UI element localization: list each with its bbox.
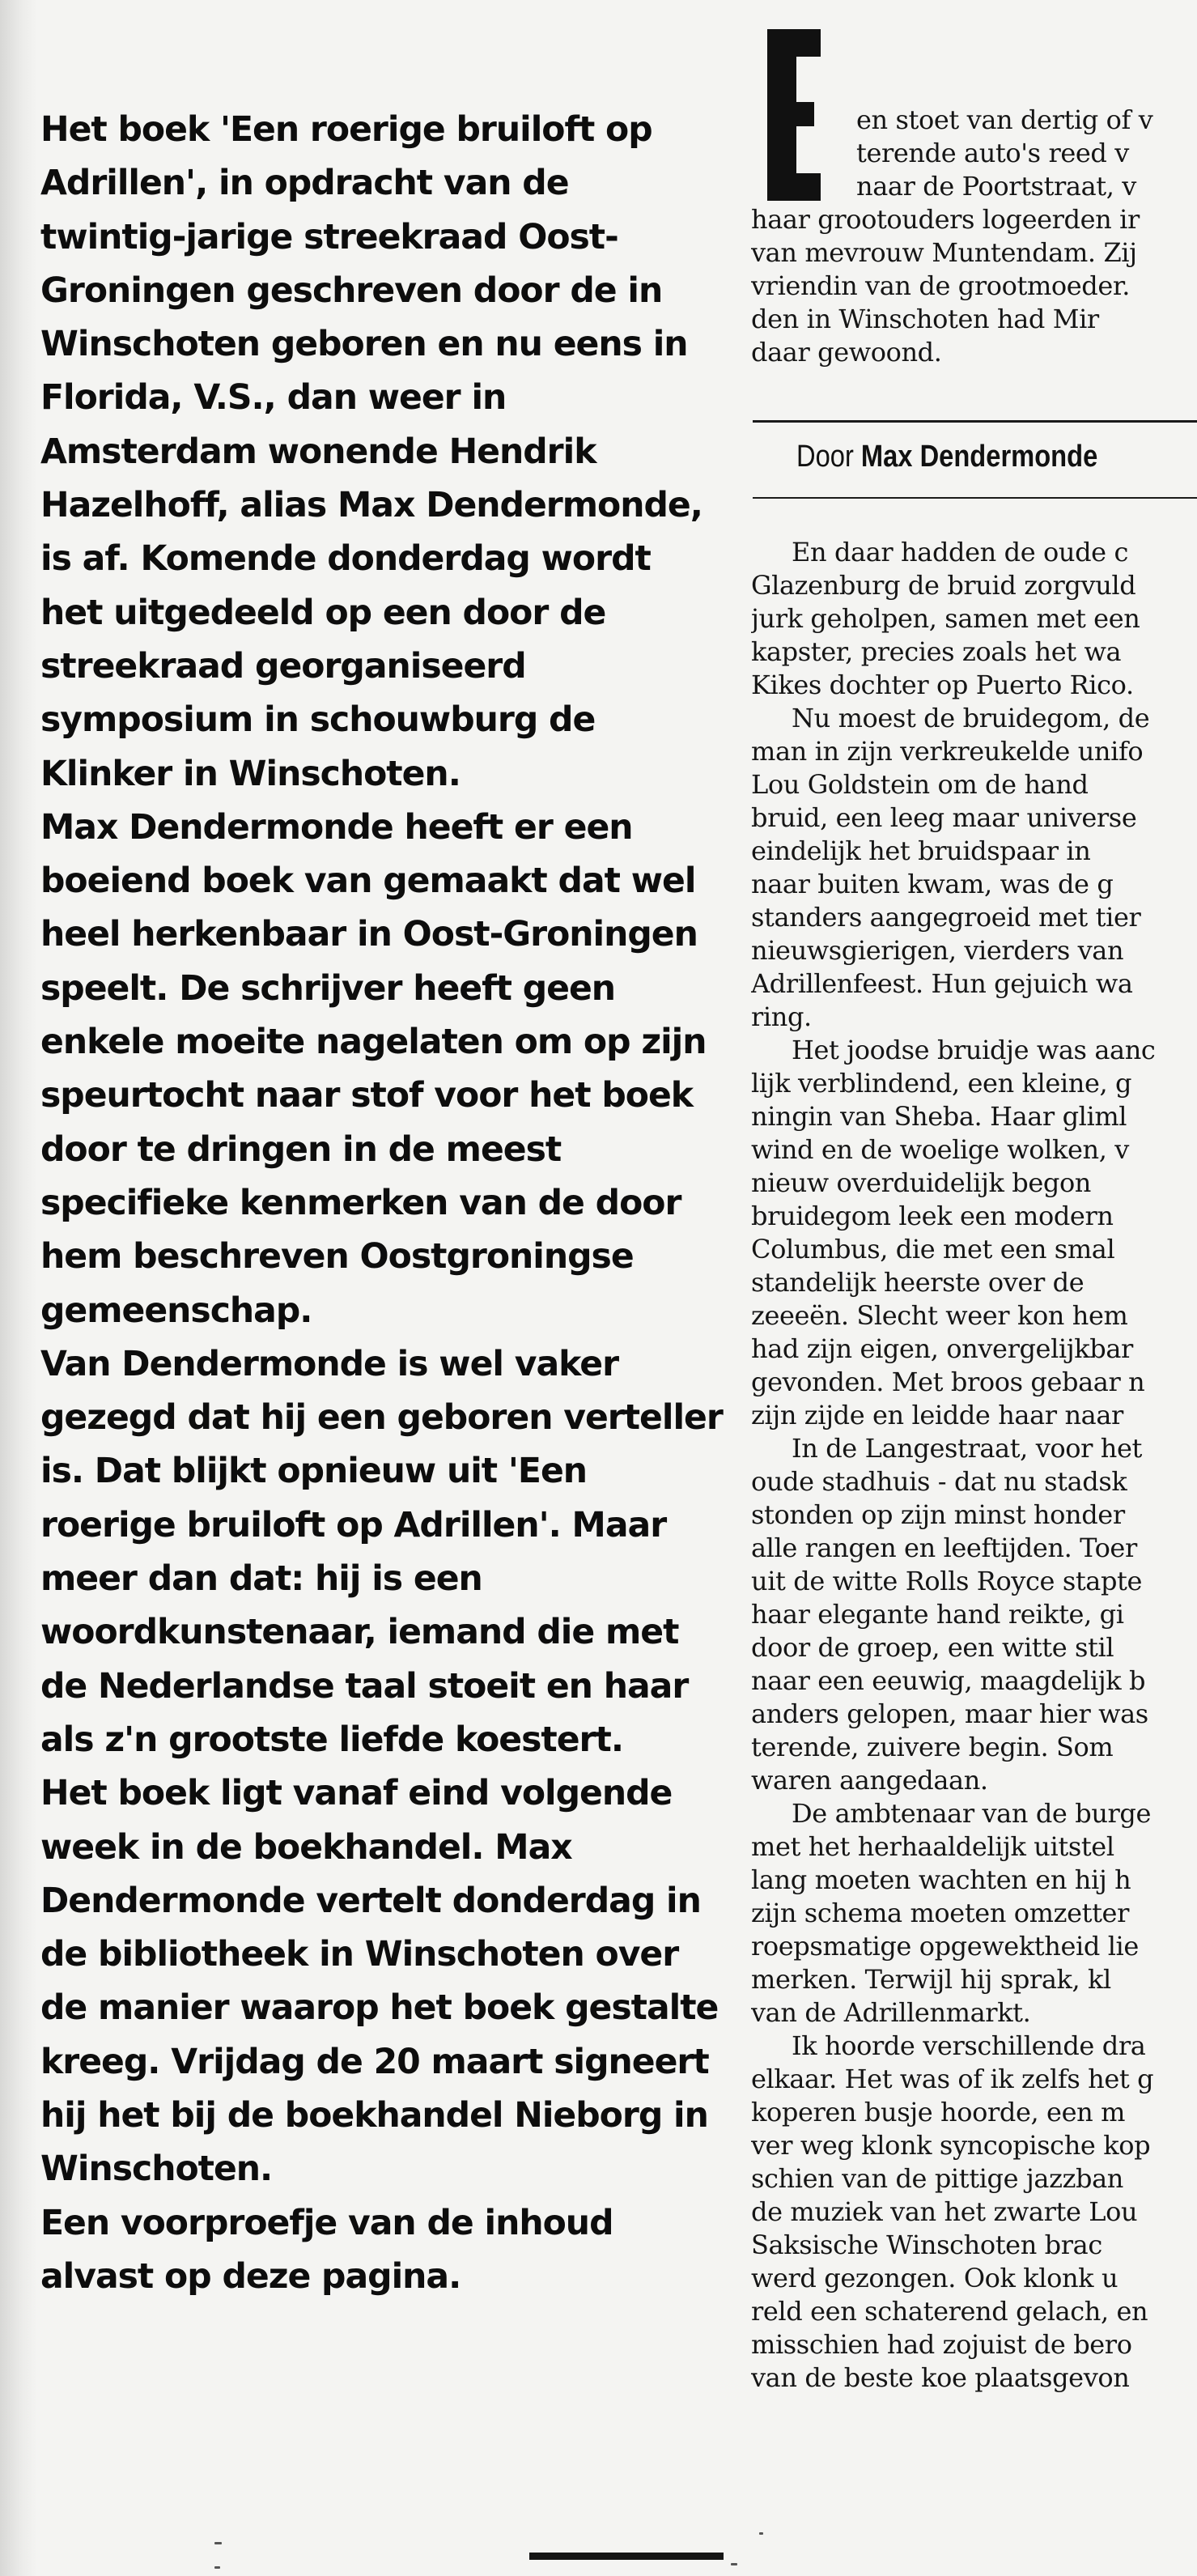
article-line: Columbus, die met een smal bbox=[751, 1234, 1115, 1265]
article-line: ningin van Sheba. Haar gliml bbox=[751, 1101, 1127, 1132]
article-line: ring. bbox=[751, 1001, 812, 1032]
intro-line: meer dan dat: hij is een bbox=[40, 1559, 482, 1600]
intro-line: als z'n grootste liefde koestert. bbox=[40, 1719, 623, 1760]
intro-line: alvast op deze pagina. bbox=[40, 2256, 461, 2297]
article-line: Ik hoorde verschillende dra bbox=[792, 2030, 1146, 2061]
article-line: nieuw overduidelijk begon bbox=[751, 1167, 1092, 1198]
article-line: lang moeten wachten en hij h bbox=[751, 1864, 1131, 1895]
article-line: eindelijk het bruidspaar in bbox=[751, 835, 1091, 866]
article-line: uit de witte Rolls Royce stapte bbox=[751, 1566, 1143, 1596]
intro-line: heel herkenbaar in Oost-Groningen bbox=[40, 915, 698, 955]
intro-line: Max Dendermonde heeft er een bbox=[40, 807, 633, 848]
article-line: misschien had zojuist de bero bbox=[751, 2329, 1132, 2360]
intro-line: specifieke kenmerken van de door bbox=[40, 1183, 681, 1223]
article-line: lijk verblindend, een kleine, g bbox=[751, 1068, 1132, 1099]
article-line: koperen busje hoorde, een m bbox=[751, 2097, 1126, 2128]
intro-line: Het boek 'Een roerige bruiloft op bbox=[40, 110, 652, 150]
intro-line: twintig-jarige streekraad Oost- bbox=[40, 217, 618, 257]
opening-line: van mevrouw Muntendam. Zij bbox=[751, 237, 1137, 268]
article-line: zeeeën. Slecht weer kon hem bbox=[751, 1300, 1128, 1331]
article-line: Saksische Winschoten brac bbox=[751, 2230, 1102, 2260]
article-line: man in zijn verkreukelde unifo bbox=[751, 736, 1144, 767]
intro-line: Adrillen', in opdracht van de bbox=[40, 164, 569, 204]
article-line: Lou Goldstein om de hand bbox=[751, 769, 1089, 800]
article-line: En daar hadden de oude c bbox=[792, 537, 1129, 567]
intro-line: speurtocht naar stof voor het boek bbox=[40, 1076, 694, 1116]
opening-line: daar gewoond. bbox=[751, 337, 942, 368]
intro-line: Winschoten geboren en nu eens in bbox=[40, 325, 688, 365]
intro-line: speelt. De schrijver heeft geen bbox=[40, 968, 616, 1009]
byline-prefix: Door bbox=[796, 440, 861, 474]
intro-line: Florida, V.S., dan weer in bbox=[40, 378, 507, 419]
article-line: standelijk heerste over de bbox=[751, 1267, 1085, 1298]
article-line: Kikes dochter op Puerto Rico. bbox=[751, 670, 1134, 700]
article-line: had zijn eigen, onvergelijkbar bbox=[751, 1333, 1133, 1364]
article-line: Adrillenfeest. Hun gejuich wa bbox=[751, 968, 1133, 999]
article-line: Het joodse bruidje was aanc bbox=[792, 1035, 1156, 1065]
opening-line: terende auto's reed v bbox=[856, 138, 1129, 168]
intro-line: gemeenschap. bbox=[40, 1290, 312, 1331]
intro-line: symposium in schouwburg de bbox=[40, 700, 596, 741]
article-line: zijn schema moeten omzetter bbox=[751, 1898, 1129, 1928]
intro-line: hem beschreven Oostgroningse bbox=[40, 1237, 634, 1277]
article-line: werd gezongen. Ook klonk u bbox=[751, 2263, 1118, 2293]
intro-line: week in de boekhandel. Max bbox=[40, 1827, 572, 1868]
intro-line: enkele moeite nagelaten om op zijn bbox=[40, 1022, 707, 1063]
intro-line: hij het bij de boekhandel Nieborg in bbox=[40, 2095, 708, 2136]
intro-line: Groningen geschreven door de in bbox=[40, 270, 663, 311]
article-line: waren aangedaan. bbox=[751, 1765, 988, 1796]
intro-line: Amsterdam wonende Hendrik bbox=[40, 431, 596, 472]
article-line: Glazenburg de bruid zorgvuld bbox=[751, 570, 1136, 601]
article-line: Nu moest de bruidegom, de bbox=[792, 703, 1150, 733]
article-line: stonden op zijn minst honder bbox=[751, 1499, 1125, 1530]
byline-rule-bottom bbox=[753, 497, 1197, 499]
article-line: anders gelopen, maar hier was bbox=[751, 1698, 1148, 1729]
article-line: haar elegante hand reikte, gi bbox=[751, 1599, 1124, 1630]
intro-line: Hazelhoff, alias Max Dendermonde, bbox=[40, 486, 702, 526]
article-line: de muziek van het zwarte Lou bbox=[751, 2196, 1138, 2227]
article-line: terende, zuivere begin. Som bbox=[751, 1732, 1114, 1762]
opening-line: naar de Poortstraat, v bbox=[856, 171, 1136, 202]
article-line: van de beste koe plaatsgevon bbox=[751, 2362, 1130, 2393]
intro-line: het uitgedeeld op een door de bbox=[40, 593, 606, 633]
intro-line: de Nederlandse taal stoeit en haar bbox=[40, 1666, 689, 1707]
article-line: elkaar. Het was of ik zelfs het g bbox=[751, 2064, 1154, 2094]
opening-paragraph bbox=[751, 104, 1152, 369]
article-line: door de groep, een witte stil bbox=[751, 1632, 1114, 1663]
intro-line: Dendermonde vertelt donderdag in bbox=[40, 1881, 701, 1921]
byline-rule-top bbox=[753, 420, 1197, 423]
intro-line: woordkunstenaar, iemand die met bbox=[40, 1613, 679, 1653]
article-line: wind en de woelige wolken, v bbox=[751, 1134, 1129, 1165]
article-line: roepsmatige opgewektheid lie bbox=[751, 1931, 1139, 1962]
article-body bbox=[751, 536, 1155, 2395]
article-line: ver weg klonk syncopische kop bbox=[751, 2130, 1151, 2161]
intro-line: roerige bruiloft op Adrillen'. Maar bbox=[40, 1505, 667, 1545]
article-line: nieuwsgierigen, vierders van bbox=[751, 935, 1124, 966]
intro-line: gezegd dat hij een geboren verteller bbox=[40, 1398, 723, 1439]
intro-line: Van Dendermonde is wel vaker bbox=[40, 1344, 619, 1384]
article-line: naar een eeuwig, maagdelijk b bbox=[751, 1665, 1146, 1696]
article-line: jurk geholpen, samen met een bbox=[751, 603, 1140, 634]
intro-line: boeiend boek van gemaakt dat wel bbox=[40, 861, 696, 902]
opening-line: vriendin van de grootmoeder. bbox=[751, 270, 1131, 301]
intro-line: Een voorproefje van de inhoud bbox=[40, 2203, 613, 2243]
intro-line: is. Dat blijkt opnieuw uit 'Een bbox=[40, 1452, 588, 1492]
article-line: De ambtenaar van de burge bbox=[792, 1798, 1152, 1829]
intro-line: streekraad georganiseerd bbox=[40, 646, 526, 687]
scan-edge-shadow bbox=[0, 0, 37, 2576]
article-line: standers aangegroeid met tier bbox=[751, 902, 1141, 933]
article-line: merken. Terwijl hij sprak, kl bbox=[751, 1964, 1111, 1995]
article-line: naar buiten kwam, was de g bbox=[751, 869, 1114, 899]
article-line: In de Langestraat, voor het bbox=[792, 1433, 1142, 1464]
article-column bbox=[751, 0, 1197, 2576]
article-line: schien van de pittige jazzban bbox=[751, 2163, 1123, 2194]
article-line: oude stadhuis - dat nu stadsk bbox=[751, 1466, 1127, 1497]
intro-line: Klinker in Winschoten. bbox=[40, 754, 461, 794]
article-line: alle rangen en leeftijden. Toer bbox=[751, 1532, 1137, 1563]
intro-line: Het boek ligt vanaf eind volgende bbox=[40, 1774, 673, 1814]
opening-line: den in Winschoten had Mir bbox=[751, 304, 1099, 334]
article-line: bruid, een leeg maar universe bbox=[751, 802, 1137, 833]
footer-rule bbox=[529, 2553, 724, 2560]
intro-line: is af. Komende donderdag wordt bbox=[40, 539, 651, 580]
intro-column bbox=[40, 104, 723, 2304]
opening-line: haar grootouders logeerden ir bbox=[751, 204, 1140, 235]
intro-line: de manier waarop het boek gestalte bbox=[40, 1988, 719, 2029]
article-line: van de Adrillenmarkt. bbox=[751, 1997, 1031, 2028]
article-line: met het herhaaldelijk uitstel bbox=[751, 1831, 1114, 1862]
article-line: gevonden. Met broos gebaar n bbox=[751, 1367, 1145, 1397]
intro-line: kreeg. Vrijdag de 20 maart signeert bbox=[40, 2042, 709, 2082]
intro-line: Winschoten. bbox=[40, 2149, 273, 2190]
article-line: zijn zijde en leidde haar naar bbox=[751, 1400, 1123, 1430]
intro-line: de bibliotheek in Winschoten over bbox=[40, 1935, 679, 1975]
byline-author: Max Dendermonde bbox=[860, 440, 1098, 474]
byline bbox=[796, 434, 1097, 479]
article-line: bruidegom leek een modern bbox=[751, 1201, 1114, 1231]
article-line: kapster, precies zoals het wa bbox=[751, 636, 1122, 667]
article-line: reld een schaterend gelach, en bbox=[751, 2296, 1148, 2327]
opening-line: en stoet van dertig of v bbox=[856, 104, 1153, 135]
intro-line: door te dringen in de meest bbox=[40, 1129, 562, 1170]
